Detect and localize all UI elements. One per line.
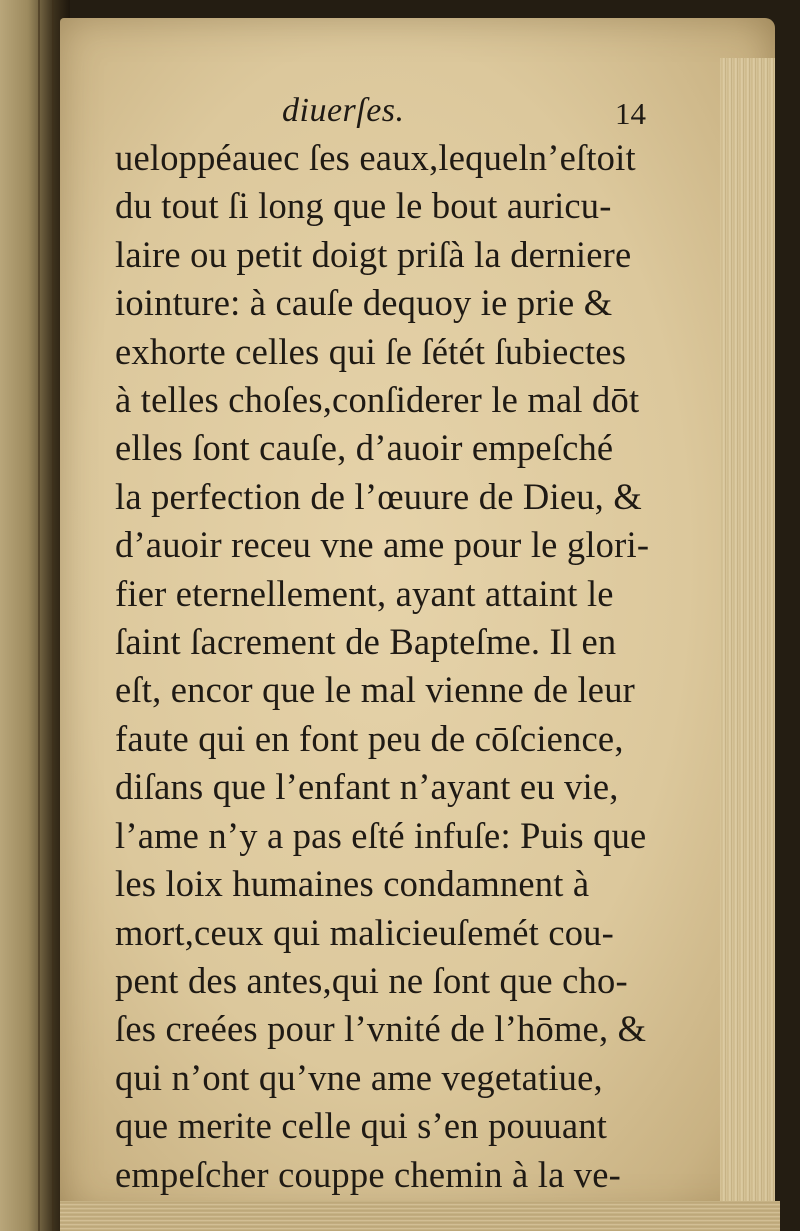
text-line: laire ou petit doigt priſà la derniere <box>115 233 632 275</box>
text-line: qui n’ont qu’vne ame vegetatiue, <box>115 1056 603 1098</box>
text-line: mort,ceux qui malicieuſemét cou- <box>115 911 614 953</box>
text-line: eſt, encor que le mal vienne de leur <box>115 669 635 711</box>
text-line: l’ame n’y a pas eſté infuſe: Puis que <box>115 814 647 856</box>
text-line: ſes creées pour l’vnité de l’hōme, & <box>115 1008 647 1050</box>
text-block <box>115 80 675 1231</box>
text-line: que merite celle qui s’en pouuant <box>115 1105 608 1147</box>
text-line: iointure: à cauſe dequoy ie prie & <box>115 282 613 324</box>
text-line: les loix humaines condamnent à <box>115 863 590 905</box>
text-line: ſaint ſacrement de Bapteſme. Il en <box>115 621 617 663</box>
body-text <box>115 134 675 1231</box>
text-line: pent des antes,qui ne ſont que cho- <box>115 959 628 1001</box>
binding-crease <box>52 0 54 1231</box>
text-line: faute qui en font peu de cōſcience, <box>115 717 624 759</box>
text-line: à telles choſes,conſiderer le mal dōt <box>115 379 640 421</box>
text-line: exhorte celles qui ſe ſétét ſubiectes <box>115 330 627 372</box>
text-line: d’auoir receu vne ame pour le glori- <box>115 524 650 566</box>
binding-crease <box>38 0 40 1231</box>
running-head: diuerſes. <box>282 92 405 129</box>
page-sheet <box>60 18 775 1218</box>
text-line: fier eternellement, ayant attaint le <box>115 572 614 614</box>
text-line: empeſcher couppe chemin à la ve- <box>115 1153 621 1195</box>
page-number: 14 <box>615 96 646 131</box>
page-header <box>115 80 675 134</box>
text-line: ueloppéauec ſes eaux,lequeln’eſtoit <box>115 137 636 178</box>
page-fore-edge <box>720 58 775 1208</box>
page-bottom-edge <box>60 1201 780 1231</box>
text-line: diſans que l’enfant n’ayant eu vie, <box>115 766 619 808</box>
text-line: du tout ſi long que le bout auricu- <box>115 185 612 227</box>
text-line: elles ſont cauſe, d’auoir empeſché <box>115 427 614 469</box>
text-line: la perfection de l’œuure de Dieu, & <box>115 475 642 517</box>
